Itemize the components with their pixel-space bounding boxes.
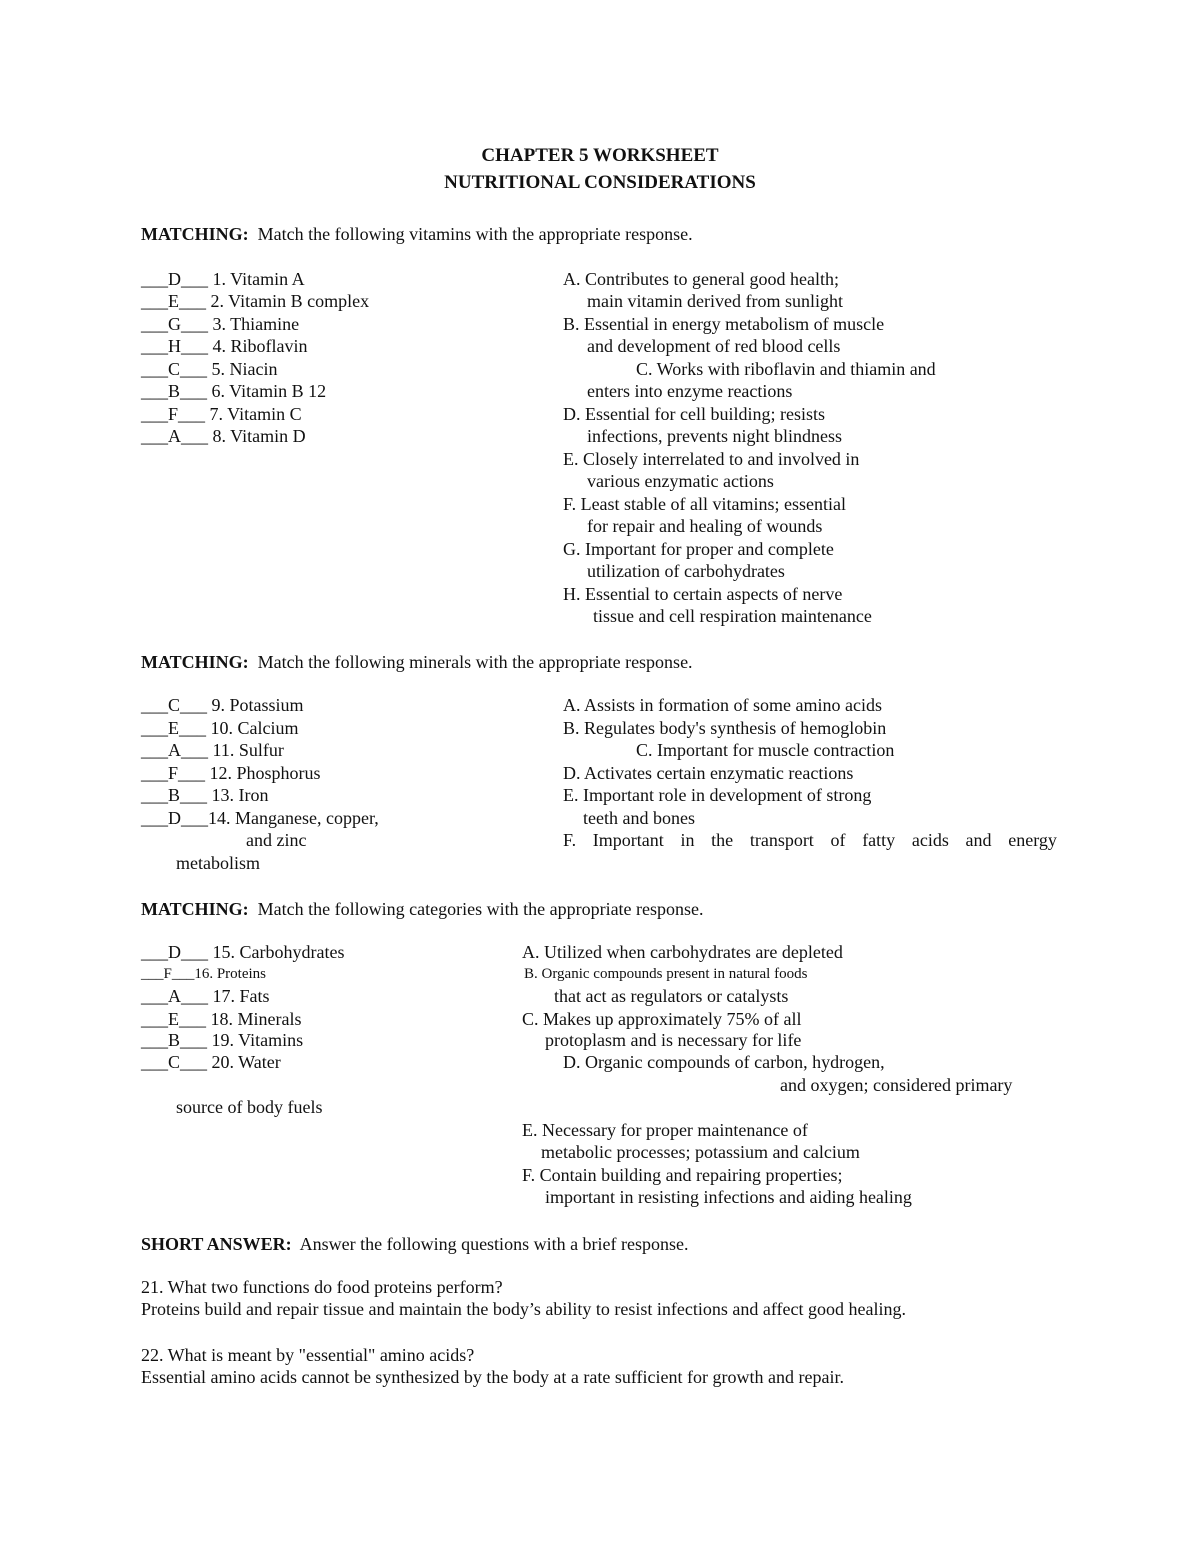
mineral-item: ___E___ 10. Calcium (141, 718, 299, 738)
category-item: ___E___ 18. Minerals (141, 1009, 302, 1029)
vitamin-response: utilization of carbohydrates (587, 561, 785, 581)
mineral-response-f (563, 829, 1057, 851)
category-response: that act as regulators or catalysts (554, 986, 789, 1006)
section-instruction: Match the following vitamins with the appropriate response. (257, 224, 693, 244)
mineral-item: ___F___ 12. Phosphorus (141, 763, 321, 783)
word: F. (563, 830, 577, 850)
vitamin-item: ___G___ 3. Thiamine (141, 314, 300, 334)
section-instruction: Match the following minerals with the appropriate response. (257, 652, 693, 672)
question-21: 21. What two functions do food proteins perform? (141, 1277, 503, 1297)
category-response: A. Utilized when carbohydrates are depleted (522, 942, 843, 962)
vitamin-item: ___C___ 5. Niacin (141, 359, 278, 379)
vitamin-response: B. Essential in energy metabolism of muscle (563, 314, 885, 334)
vitamin-response: F. Least stable of all vitamins; essential (563, 494, 846, 514)
vitamins-section-header (141, 223, 693, 245)
vitamin-response: C. Works with riboflavin and thiamin and (636, 359, 936, 379)
mineral-response: E. Important role in development of strong (563, 785, 872, 805)
mineral-response: C. Important for muscle contraction (636, 740, 895, 760)
vitamin-response: infections, prevents night blindness (587, 426, 842, 446)
category-response: metabolic processes; potassium and calcium (541, 1142, 860, 1162)
vitamin-item: ___A___ 8. Vitamin D (141, 426, 306, 446)
vitamin-response: tissue and cell respiration maintenance (593, 606, 872, 626)
category-response: B. Organic compounds present in natural foods (524, 966, 808, 982)
vitamin-response: A. Contributes to general good health; (563, 269, 839, 289)
category-item: ___C___ 20. Water (141, 1052, 281, 1072)
categories-section-header (141, 898, 704, 920)
worksheet-title: CHAPTER 5 WORKSHEET (481, 145, 719, 166)
category-item: ___D___ 15. Carbohydrates (141, 942, 345, 962)
section-heading: MATCHING: (141, 899, 249, 919)
mineral-response: A. Assists in formation of some amino acids (563, 695, 882, 715)
section-heading: MATCHING: (141, 652, 249, 672)
word: and (965, 830, 992, 850)
category-response: and oxygen; considered primary (780, 1075, 1013, 1095)
vitamin-item: ___F___ 7. Vitamin C (141, 404, 302, 424)
mineral-item: ___D___14. Manganese, copper, (141, 808, 379, 828)
section-instruction: Match the following categories with the appropriate response. (257, 899, 704, 919)
category-item: ___B___ 19. Vitamins (141, 1030, 304, 1050)
vitamin-response: D. Essential for cell building; resists (563, 404, 825, 424)
vitamin-response: E. Closely interrelated to and involved in (563, 449, 860, 469)
minerals-section-header (141, 651, 693, 673)
vitamin-response: for repair and healing of wounds (587, 516, 823, 536)
vitamin-item: ___B___ 6. Vitamin B 12 (141, 381, 327, 401)
vitamin-response: enters into enzyme reactions (587, 381, 793, 401)
word: Important (592, 830, 664, 850)
category-response: D. Organic compounds of carbon, hydrogen, (563, 1052, 885, 1072)
mineral-response: B. Regulates body's synthesis of hemoglobin (563, 718, 887, 738)
category-response: protoplasm and is necessary for life (545, 1030, 802, 1050)
vitamin-response: G. Important for proper and complete (563, 539, 834, 559)
category-response: C. Makes up approximately 75% of all (522, 1009, 802, 1029)
category-response: source of body fuels (176, 1097, 323, 1117)
mineral-item: ___A___ 11. Sulfur (141, 740, 284, 760)
word: acids (911, 830, 949, 850)
section-instruction: Answer the following questions with a brief response. (299, 1234, 689, 1254)
vitamin-item: ___E___ 2. Vitamin B complex (141, 291, 370, 311)
word: energy (1008, 830, 1057, 850)
category-response: E. Necessary for proper maintenance of (522, 1120, 808, 1140)
question-22: 22. What is meant by "essential" amino acids? (141, 1345, 475, 1365)
answer-22: Essential amino acids cannot be synthesized by the body at a rate sufficient for growth and repair. (141, 1367, 844, 1387)
vitamin-response: and development of red blood cells (587, 336, 841, 356)
word: fatty (862, 830, 896, 850)
word: in (680, 830, 695, 850)
mineral-item: and zinc (246, 830, 307, 850)
vitamin-response: H. Essential to certain aspects of nerve (563, 584, 843, 604)
mineral-item: ___C___ 9. Potassium (141, 695, 304, 715)
vitamin-item: ___D___ 1. Vitamin A (141, 269, 305, 289)
category-response: important in resisting infections and aiding healing (545, 1187, 912, 1207)
section-heading: SHORT ANSWER: (141, 1234, 292, 1254)
word: transport (749, 830, 814, 850)
mineral-item: ___B___ 13. Iron (141, 785, 269, 805)
category-item: ___F___16. Proteins (141, 966, 267, 982)
vitamin-response: various enzymatic actions (587, 471, 774, 491)
answer-21: Proteins build and repair tissue and maintain the body’s ability to resist infections and affect good healing. (141, 1299, 906, 1319)
category-item: ___A___ 17. Fats (141, 986, 270, 1006)
worksheet-subtitle: NUTRITIONAL CONSIDERATIONS (444, 172, 756, 193)
mineral-response: D. Activates certain enzymatic reactions (563, 763, 854, 783)
section-heading: MATCHING: (141, 224, 249, 244)
category-response: F. Contain building and repairing properties; (522, 1165, 843, 1185)
short-answer-section-header (141, 1233, 689, 1255)
vitamin-item: ___H___ 4. Riboflavin (141, 336, 308, 356)
word: of (830, 830, 846, 850)
word: the (711, 830, 734, 850)
vitamin-response: main vitamin derived from sunlight (587, 291, 843, 311)
mineral-response-f-cont: metabolism (176, 853, 260, 873)
mineral-response: teeth and bones (583, 808, 695, 828)
